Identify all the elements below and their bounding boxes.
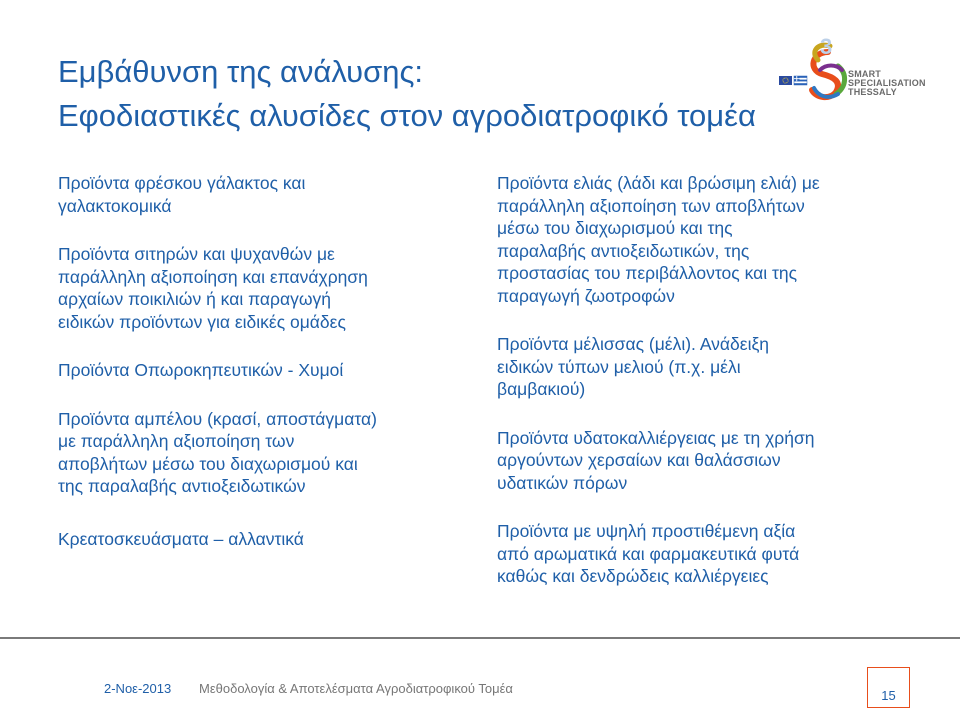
slide-title-line-1: Εμβάθυνση της ανάλυσης:: [58, 54, 423, 89]
slide-title-line-2: Εφοδιαστικές αλυσίδες στον αγροδιατροφικό τομέα: [58, 98, 756, 133]
list-item: Προϊόντα Οπωροκηπευτικών - Χυμοί: [58, 360, 344, 380]
logo-line-1: SMART: [848, 69, 881, 79]
list-item: Κρεατοσκευάσματα – αλλαντικά: [58, 528, 304, 549]
page-number-box: [867, 667, 910, 708]
left-column: [58, 172, 478, 550]
eu-flag-icon: [779, 76, 792, 85]
logo-line-2: SPECIALISATION: [848, 78, 926, 88]
list-item: Προϊόντα με υψηλή προστιθέμενη αξία από αρωματικά και φαρμακευτικά φυτά καθώς και δενδρώδεις καλλιέργειες: [497, 521, 800, 586]
logo-line-3: THESSALY: [848, 87, 897, 97]
right-column: [497, 172, 917, 588]
list-item: Προϊόντα αμπέλου (κρασί, αποστάγματα) με παράλληλη αξιοποίηση των αποβλήτων μέσω του διαχωρισμού και της παραλαβής αντιοξειδωτικών: [58, 408, 377, 496]
logo-number: 3: [820, 34, 833, 59]
footer-divider: [0, 637, 960, 639]
page-number: 15: [881, 688, 896, 703]
list-item: Προϊόντα υδατοκαλλιέργειας με τη χρήση αργούντων χερσαίων και θαλάσσιων υδατικών πόρων: [497, 427, 815, 493]
list-item: Προϊόντα σιτηρών και ψυχανθών με παράλληλη αξιοποίηση και επανάχρηση αρχαίων ποικιλιών ή και παραγωγή ειδικών προϊόντων για ειδικές ομάδες: [58, 244, 368, 332]
list-item: Προϊόντα ελιάς (λάδι και βρώσιμη ελιά) με παράλληλη αξιοποίηση των αποβλήτων μέσω του διαχωρισμού και της παραλαβής αντιοξειδωτικών, της προστασίας του περιβάλλοντος και της παραγωγή ζωοτροφών: [497, 173, 820, 306]
footer-date: 2-Νοε-2013: [104, 681, 172, 696]
logo-wordmark: [848, 70, 926, 97]
slide-title: [58, 50, 858, 138]
list-item: Προϊόντα φρέσκου γάλακτος και γαλακτοκομικά: [58, 173, 306, 216]
footer-title: Μεθοδολογία & Αποτελέσματα Αγροδιατροφικού Τομέα: [199, 681, 513, 696]
list-item: Προϊόντα μέλισσας (μέλι). Ανάδειξη ειδικών τύπων μελιού (π.χ. μέλι βαμβακιού): [497, 334, 770, 399]
